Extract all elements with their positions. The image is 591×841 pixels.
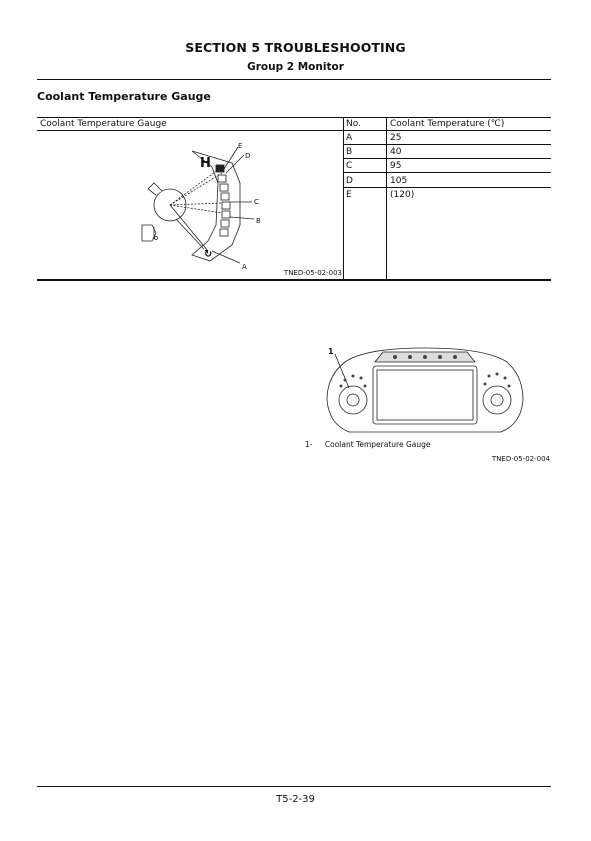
callout-1: 1 <box>328 347 334 356</box>
table-cell-no: E <box>346 190 352 200</box>
section-heading: Coolant Temperature Gauge <box>37 90 211 103</box>
header-rule <box>37 79 551 80</box>
table-cell-no: D <box>346 176 353 186</box>
table-cell-no: B <box>346 147 353 157</box>
hot-mark: H <box>200 156 211 171</box>
footer-rule <box>37 786 551 787</box>
group-title: Group 2 Monitor <box>247 61 344 73</box>
section-title: SECTION 5 TROUBLESHOOTING <box>185 40 406 55</box>
coolant-gauge-diagram <box>130 135 280 275</box>
legend-number: 1- <box>305 440 313 449</box>
label-b: B <box>256 217 261 225</box>
table-header-temp: Coolant Temperature (℃) <box>390 119 505 129</box>
table-cell-temp: 105 <box>390 176 408 186</box>
monitor-legend <box>305 440 430 449</box>
table-header-no: No. <box>346 119 361 129</box>
figure-code: TNED-05-02-004 <box>491 455 550 463</box>
table-cell-no: C <box>346 161 353 171</box>
table-left-header: Coolant Temperature Gauge <box>40 119 167 129</box>
page-number: T5-2-39 <box>276 794 315 805</box>
cold-mark-icon: ↻ <box>204 249 213 260</box>
label-c: C <box>254 198 259 206</box>
monitor-panel-diagram <box>325 342 525 437</box>
table-cell-no: A <box>346 133 353 143</box>
label-e: E <box>238 142 243 150</box>
label-d: D <box>245 152 251 160</box>
label-a: A <box>242 263 247 271</box>
table-cell-temp: 40 <box>390 147 402 157</box>
table-cell-temp: 25 <box>390 133 402 143</box>
figure-code: TNED-05-02-003 <box>283 269 342 277</box>
table-cell-temp: 95 <box>390 161 402 171</box>
legend-text: Coolant Temperature Gauge <box>324 440 431 449</box>
table-cell-temp: (120) <box>390 190 415 200</box>
